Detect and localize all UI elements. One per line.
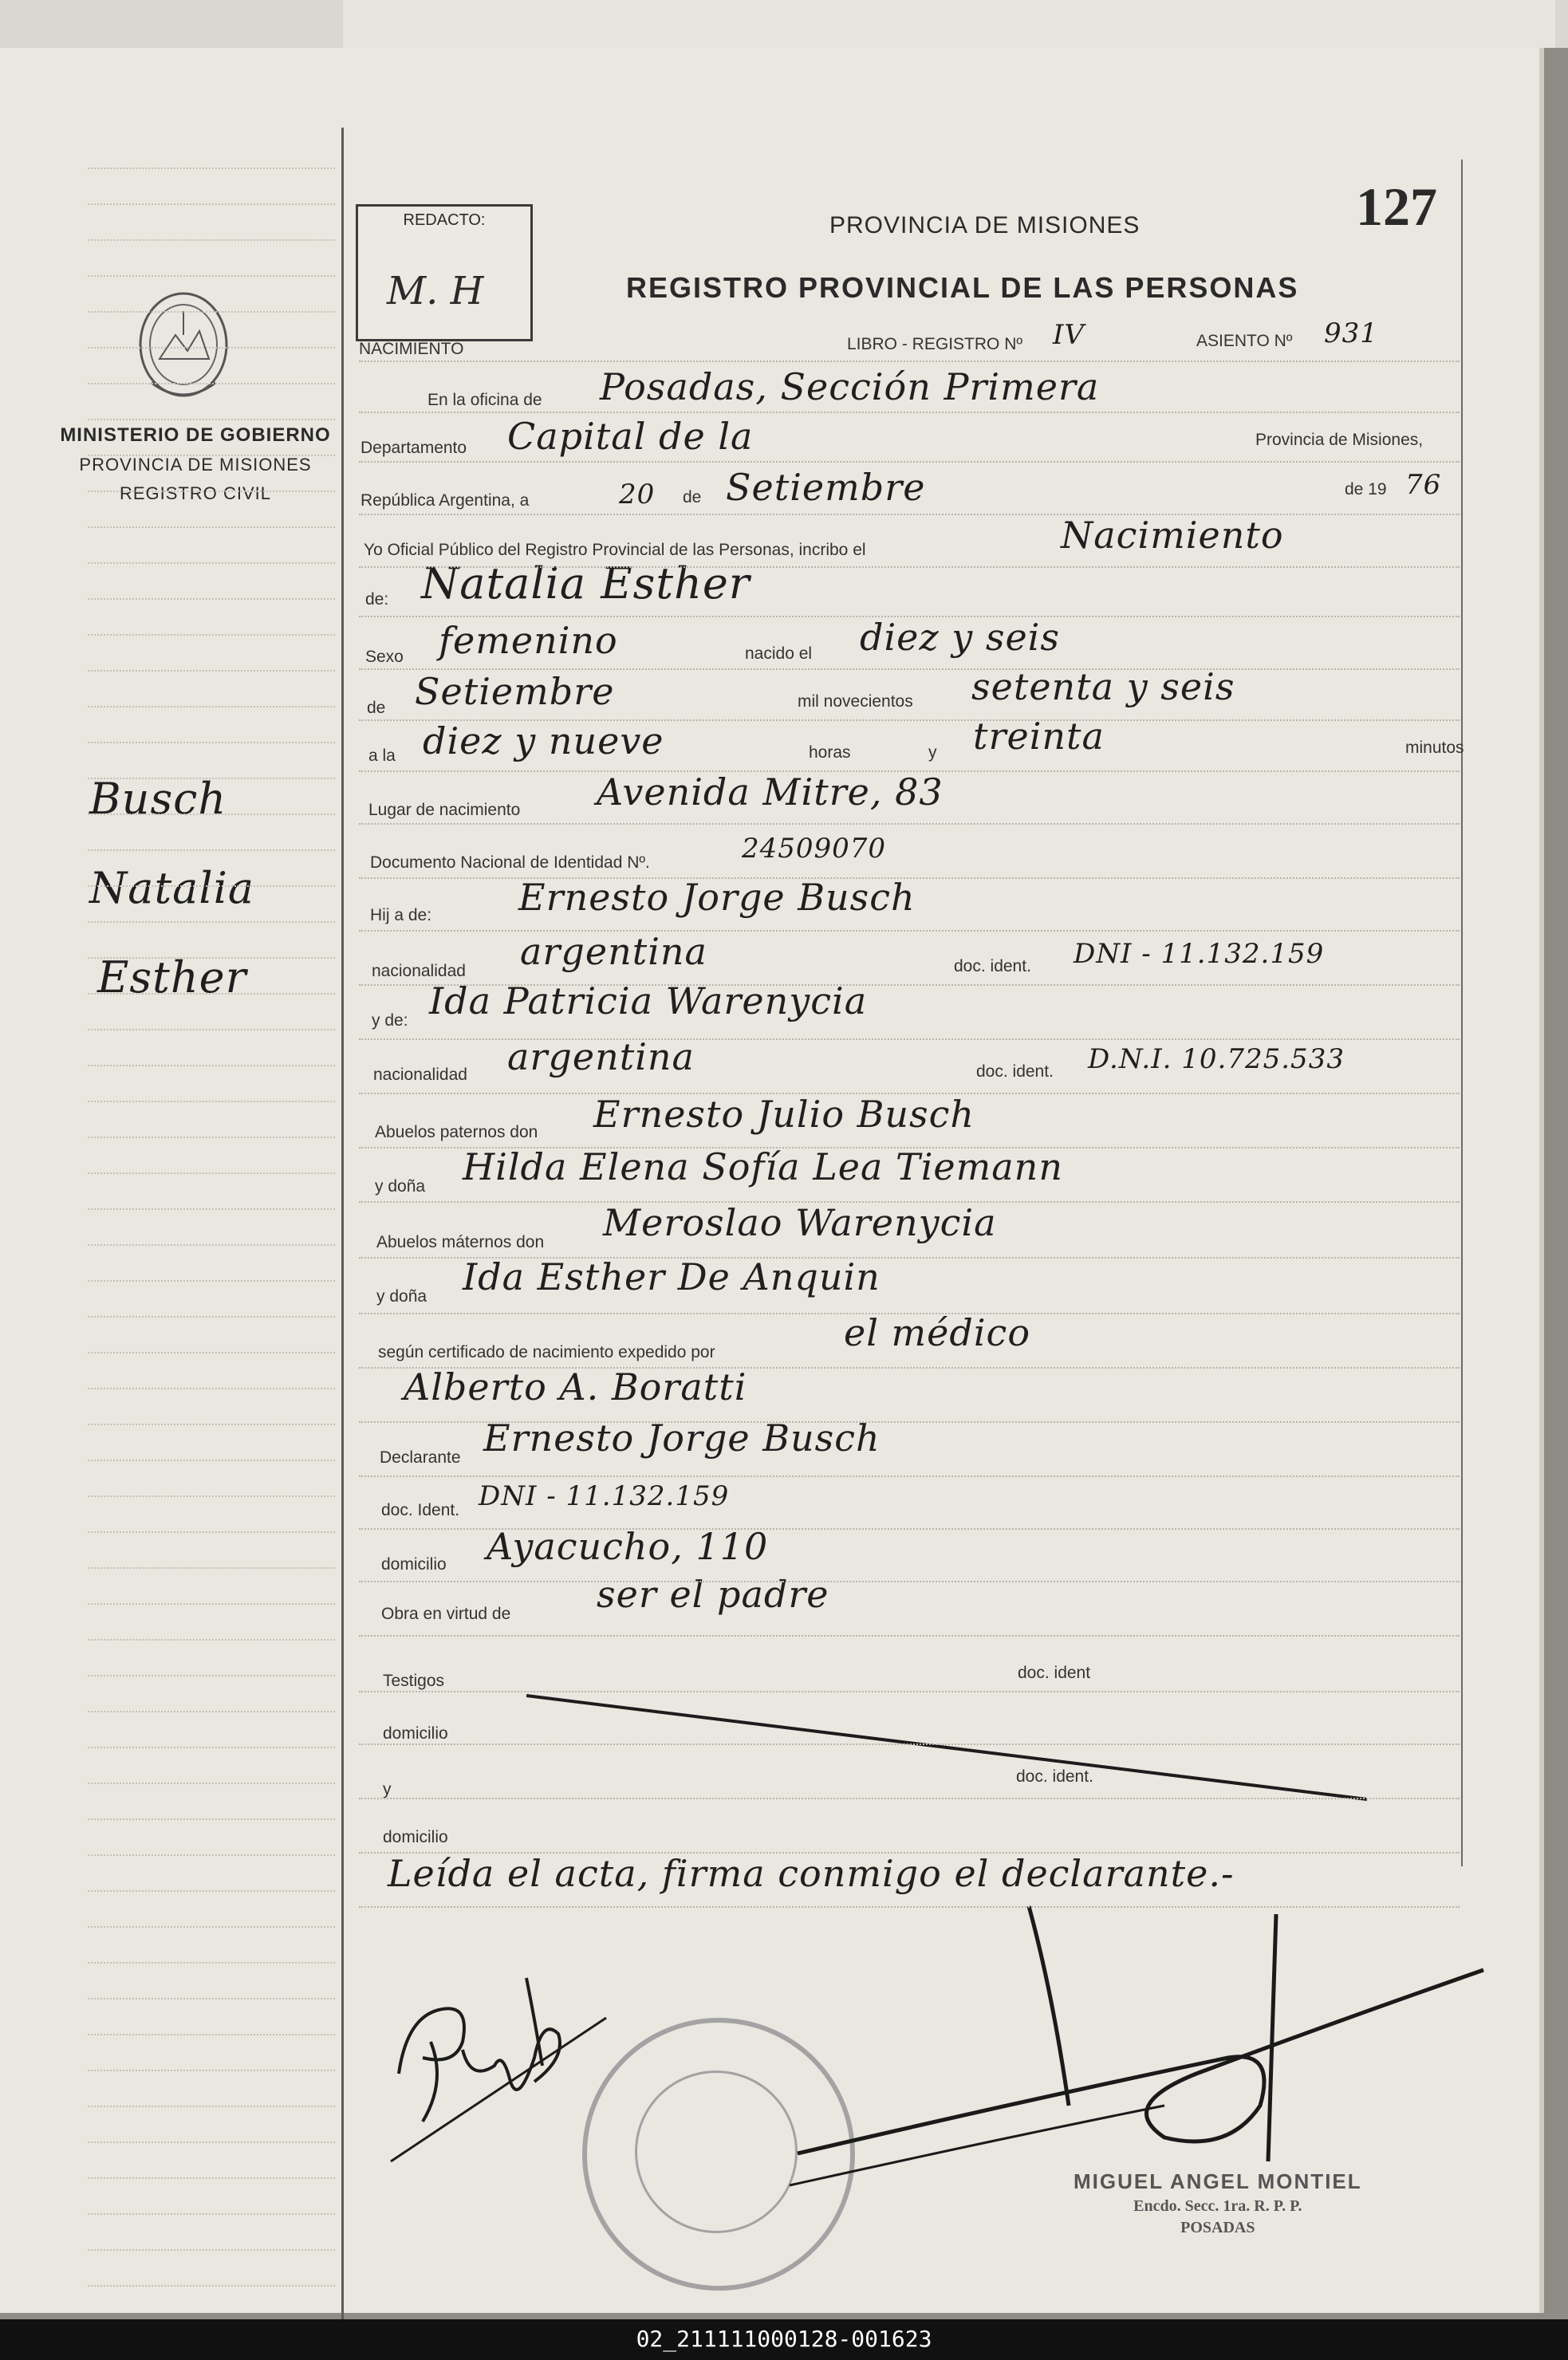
declarante-label: Declarante	[380, 1448, 461, 1467]
margin-ruled-line	[88, 670, 335, 672]
margin-ruled-line	[88, 239, 335, 242]
form-ruled-line	[359, 361, 1460, 363]
abuelo-pat-value: Ernesto Julio Busch	[593, 1093, 975, 1136]
abuela-mat-value: Ida Esther De Anquin	[463, 1255, 881, 1298]
margin-ruled-line	[88, 1998, 335, 2000]
libro-label: LIBRO - REGISTRO Nº	[847, 335, 1023, 353]
libro-value: IV	[1053, 319, 1085, 351]
registry-page	[0, 48, 1544, 2313]
margin-ruled-line	[88, 311, 335, 313]
segun-value: el médico	[844, 1311, 1031, 1354]
margin-ruled-line	[88, 1747, 335, 1749]
abuelos-pat-label: Abuelos paternos don	[375, 1123, 538, 1141]
form-ruled-line	[359, 1743, 1460, 1746]
mil-label: mil novecientos	[798, 692, 913, 711]
record-type-label: NACIMIENTO	[359, 340, 464, 358]
margin-ruled-line	[88, 1675, 335, 1677]
margin-ruled-line	[88, 275, 335, 278]
province-heading: PROVINCIA DE MISIONES	[829, 212, 1141, 238]
margin-ruled-line	[88, 742, 335, 744]
margin-ruled-line	[88, 2285, 335, 2287]
republica-label: República Argentina, a	[360, 491, 530, 510]
margin-ruled-line	[88, 1029, 335, 1031]
margin-ruled-line	[88, 1639, 335, 1641]
padre-doc-value: DNI - 11.132.159	[1074, 938, 1325, 970]
margin-ruled-line	[88, 419, 335, 421]
obra-label: Obra en virtud de	[381, 1605, 511, 1623]
margin-ruled-line	[88, 1603, 335, 1606]
margin-ruled-line	[88, 1101, 335, 1103]
form-ruled-line	[359, 1367, 1460, 1369]
margin-ruled-line	[88, 1316, 335, 1318]
padre-nac-label: nacionalidad	[372, 962, 466, 980]
domicilio-label: domicilio	[381, 1555, 447, 1574]
year-prefix: de 19	[1345, 480, 1387, 498]
asiento-label: ASIENTO Nº	[1196, 332, 1293, 350]
horas-label: horas	[809, 743, 851, 762]
margin-ruled-line	[88, 1424, 335, 1426]
margin-ruled-line	[88, 2177, 335, 2180]
margin-ruled-line	[88, 1208, 335, 1211]
dni-label: Documento Nacional de Identidad Nº.	[370, 853, 650, 872]
margin-ruled-line	[88, 1388, 335, 1390]
form-ruled-line	[359, 412, 1460, 414]
oficina-label: En la oficina de	[427, 391, 542, 409]
de-label: de	[683, 488, 702, 506]
form-ruled-line	[359, 823, 1460, 825]
form-ruled-line	[359, 1798, 1460, 1800]
asiento-value: 931	[1324, 317, 1378, 349]
obra-value: ser el padre	[597, 1573, 829, 1616]
madre-nac-value: argentina	[507, 1035, 695, 1078]
official-role: Encdo. Secc. 1ra. R. P. P.	[1133, 2197, 1302, 2215]
declarante-doc-label: doc. Ident.	[381, 1501, 460, 1519]
margin-ruled-line	[88, 634, 335, 636]
form-ruled-line	[359, 1093, 1460, 1095]
hijo-label: Hij a de:	[370, 906, 432, 924]
testigos-strike-line	[526, 1692, 1372, 1804]
margin-ruled-line	[88, 1711, 335, 1713]
margin-ruled-line	[88, 1890, 335, 1893]
margin-ruled-line	[88, 1567, 335, 1570]
madre-value: Ida Patricia Warenycia	[429, 979, 868, 1022]
redacto-box	[356, 204, 533, 341]
de-name-label: de:	[365, 590, 389, 609]
margin-ruled-line	[88, 1495, 335, 1498]
month-value: Setiembre	[726, 466, 926, 509]
margin-ruled-line	[88, 347, 335, 349]
form-ruled-line	[359, 1906, 1460, 1909]
margin-ruled-line	[88, 993, 335, 995]
mil-value: setenta y seis	[971, 665, 1235, 708]
form-ruled-line	[359, 877, 1460, 880]
testigo2-y-label: y	[383, 1780, 392, 1799]
margin-ruled-line	[88, 1531, 335, 1534]
margin-first-name: Natalia	[89, 863, 255, 913]
margin-ruled-line	[88, 562, 335, 565]
minutos-label: minutos	[1405, 739, 1464, 757]
hora-value: diez y nueve	[423, 719, 664, 762]
sexo-label: Sexo	[365, 648, 404, 666]
margin-ruled-line	[88, 167, 335, 170]
form-ruled-line	[359, 930, 1460, 932]
official-name: MIGUEL ANGEL MONTIEL	[1074, 2169, 1362, 2193]
margin-ruled-line	[88, 526, 335, 529]
day-value: 20	[619, 479, 656, 510]
margin-ruled-line	[88, 1854, 335, 1857]
hora-label: a la	[368, 747, 396, 765]
madre-doc-label: doc. ident.	[976, 1062, 1054, 1081]
margin-ruled-line	[88, 2070, 335, 2072]
lugar-value: Avenida Mitre, 83	[597, 770, 944, 814]
margin-ruled-line	[88, 957, 335, 959]
abuelos-mat-label: Abuelos máternos don	[376, 1233, 545, 1251]
padre-nac-value: argentina	[520, 930, 707, 973]
madre-nac-label: nacionalidad	[373, 1066, 467, 1084]
testigos-doc-label: doc. ident	[1018, 1664, 1091, 1682]
form-ruled-line	[359, 1038, 1460, 1041]
margin-ruled-line	[88, 778, 335, 780]
form-ruled-line	[359, 719, 1460, 722]
padre-doc-label: doc. ident.	[954, 957, 1031, 975]
testigo2-domicilio-label: domicilio	[383, 1828, 448, 1846]
right-border-line	[1461, 160, 1463, 1866]
declarante-value: Ernesto Jorge Busch	[483, 1416, 881, 1460]
margin-ruled-line	[88, 1818, 335, 1821]
form-ruled-line	[359, 770, 1460, 773]
form-ruled-line	[359, 668, 1460, 671]
madre-doc-value: D.N.I. 10.725.533	[1088, 1043, 1345, 1075]
official-name-block	[1074, 2169, 1362, 2237]
de-mes-label: de	[367, 699, 386, 717]
declarante-doc-value: DNI - 11.132.159	[479, 1480, 730, 1512]
lugar-label: Lugar de nacimiento	[368, 801, 521, 819]
segun-label: según certificado de nacimiento expedido por	[378, 1343, 715, 1361]
form-ruled-line	[359, 1313, 1460, 1315]
margin-ruled-line	[88, 2213, 335, 2216]
form-ruled-line	[359, 566, 1460, 569]
margin-ruled-line	[88, 1926, 335, 1929]
ministry-registry: REGISTRO CIVIL	[119, 483, 272, 503]
form-ruled-line	[359, 1528, 1460, 1531]
margin-ruled-line	[88, 1137, 335, 1139]
departamento-label: Departamento	[360, 439, 467, 457]
page-number: 127	[1356, 176, 1437, 237]
padre-value: Ernesto Jorge Busch	[518, 876, 916, 919]
y-dona-label: y doña	[375, 1177, 426, 1196]
margin-ruled-line	[88, 1352, 335, 1354]
form-ruled-line	[359, 1421, 1460, 1424]
form-ruled-line	[359, 1691, 1460, 1693]
redacto-label: REDACTO:	[403, 211, 486, 229]
testigos-label: Testigos	[383, 1672, 445, 1690]
domicilio-value: Ayacucho, 110	[487, 1525, 769, 1568]
document-id: 02_211111000128-001623	[636, 2326, 932, 2352]
margin-ruled-line	[88, 2249, 335, 2252]
margin-ruled-line	[88, 2141, 335, 2144]
year-value: 76	[1405, 469, 1442, 501]
margin-ruled-line	[88, 2106, 335, 2108]
declarant-signature-icon	[375, 1922, 630, 2177]
ministry-province: PROVINCIA DE MISIONES	[79, 455, 312, 475]
redacto-initials: M. H	[387, 269, 484, 313]
official-text: Yo Oficial Público del Registro Provincial de las Personas, incribo el	[364, 541, 866, 559]
child-name: Natalia Esther	[421, 558, 751, 609]
mes-value: Setiembre	[415, 670, 615, 713]
y-de-label: y de:	[372, 1011, 408, 1030]
margin-ruled-line	[88, 814, 335, 816]
margin-ruled-line	[88, 921, 335, 924]
testigo2-doc-label: doc. ident.	[1016, 1767, 1093, 1786]
margin-ruled-line	[88, 455, 335, 457]
testigo1-domicilio-label: domicilio	[383, 1724, 448, 1743]
official-city: POSADAS	[1180, 2219, 1255, 2236]
margin-ruled-line	[88, 1783, 335, 1785]
form-ruled-line	[359, 1147, 1460, 1149]
page-top-edge	[0, 0, 1568, 48]
margin-ruled-line	[88, 598, 335, 601]
acto-value: Nacimiento	[1061, 514, 1284, 557]
margin-ruled-line	[88, 2034, 335, 2036]
margin-middle-name: Esther	[97, 952, 247, 1003]
margin-ruled-line	[88, 1244, 335, 1247]
medico-value: Alberto A. Boratti	[404, 1365, 747, 1409]
form-ruled-line	[359, 1635, 1460, 1637]
margin-surname: Busch	[89, 774, 227, 824]
margin-ruled-line	[88, 203, 335, 206]
y-label: y	[928, 743, 937, 762]
oficina-value: Posadas, Sección Primera	[600, 365, 1100, 408]
footer-bar	[0, 2319, 1568, 2360]
form-ruled-line	[359, 514, 1460, 516]
margin-ruled-line	[88, 491, 335, 493]
margin-ruled-line	[88, 849, 335, 852]
form-ruled-line	[359, 1257, 1460, 1259]
margin-ruled-line	[88, 1172, 335, 1175]
form-ruled-line	[359, 984, 1460, 987]
departamento-value: Capital de la	[507, 415, 754, 458]
provincia-suffix: Provincia de Misiones,	[1255, 431, 1424, 449]
form-ruled-line	[359, 1475, 1460, 1478]
form-ruled-line	[359, 616, 1460, 618]
registry-title: REGISTRO PROVINCIAL DE LAS PERSONAS	[626, 271, 1299, 304]
margin-ruled-line	[88, 706, 335, 708]
form-ruled-line	[359, 461, 1460, 463]
abuela-pat-value: Hilda Elena Sofía Lea Tiemann	[463, 1145, 1063, 1188]
nacido-value: diez y seis	[860, 616, 1060, 659]
y-dona-mat-label: y doña	[376, 1287, 427, 1306]
form-ruled-line	[359, 1581, 1460, 1583]
margin-ruled-line	[88, 1962, 335, 1964]
abuelo-mat-value: Meroslao Warenycia	[603, 1201, 997, 1244]
sexo-value: femenino	[439, 619, 618, 662]
dni-value: 24509070	[742, 833, 887, 865]
margin-ruled-line	[88, 885, 335, 888]
nacido-label: nacido el	[745, 644, 813, 663]
margin-ruled-line	[88, 383, 335, 385]
form-ruled-line	[359, 1201, 1460, 1204]
form-ruled-line	[359, 1852, 1460, 1854]
ministry-name: MINISTERIO DE GOBIERNO	[60, 424, 331, 446]
minutos-value: treinta	[973, 715, 1105, 758]
closing-text: Leída el acta, firma conmigo el declarante.-	[388, 1852, 1235, 1895]
margin-ruled-line	[88, 1280, 335, 1282]
margin-ruled-line	[88, 1065, 335, 1067]
margin-ruled-line	[88, 1460, 335, 1462]
